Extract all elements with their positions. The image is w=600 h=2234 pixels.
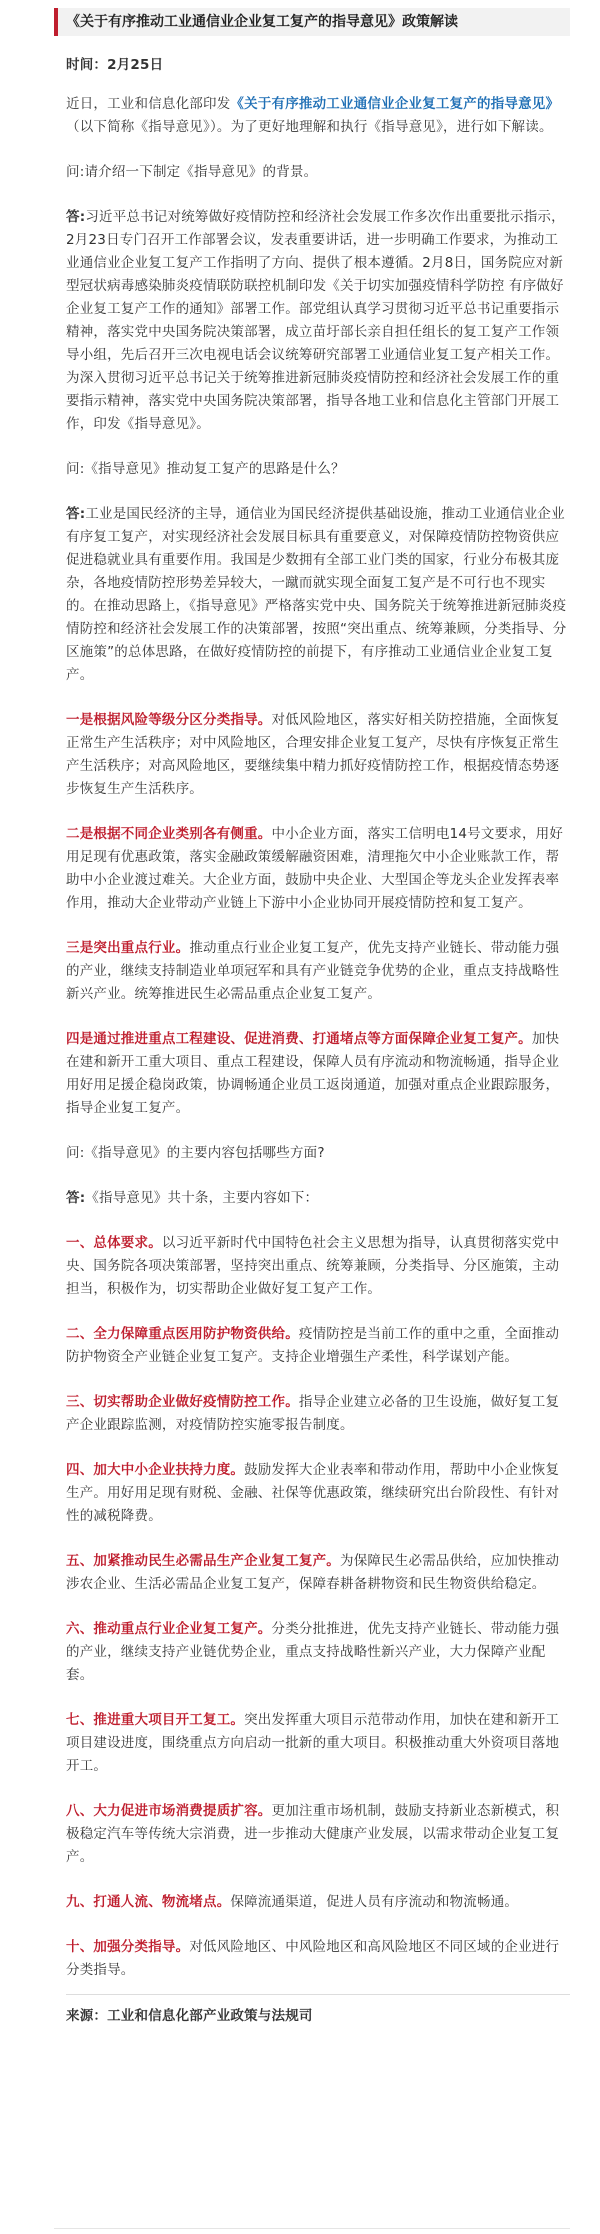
item-text: 指导企业建立必备的卫生设施，做好复工复产企业跟踪监测，对疫情防控实施零报告制度。 bbox=[66, 1394, 560, 1433]
item-1 bbox=[66, 1232, 570, 1301]
point-text: 加快在建和新开工重大项目、重点工程建设，保障人员有序流动和物流畅通，指导企业用好用足援企稳岗政策，协调畅通企业员工返岗通道，加强对重点企业跟踪服务，指导企业复工复产。 bbox=[66, 1031, 560, 1116]
item-text: 疫情防控是当前工作的重中之重，全面推动防护物资全产业链企业复工复产。支持企业增强生产柔性，科学谋划产能。 bbox=[66, 1326, 560, 1365]
item-text: 分类分批推进，优先支持产业链长、带动能力强的产业，继续支持产业链优势企业，重点支持战略性新兴产业，大力保障产业配套。 bbox=[66, 1621, 560, 1683]
item-6 bbox=[66, 1618, 570, 1687]
intro-suffix: （以下简称《指导意见》）。为了更好地理解和执行《指导意见》，进行如下解读。 bbox=[66, 119, 553, 135]
question-2: 问:《指导意见》推动复工复产的思路是什么？ bbox=[66, 461, 345, 477]
item-text: 为保障民生必需品供给，应加快推动涉农企业、生活必需品企业复工复产，保障春耕备耕物资和民生物资供给稳定。 bbox=[66, 1553, 560, 1592]
answer-label: 答: bbox=[66, 209, 86, 225]
item-heading: 九、打通人流、物流堵点。 bbox=[66, 1894, 231, 1910]
item-3 bbox=[66, 1391, 570, 1437]
answer-3 bbox=[66, 1187, 570, 1210]
item-text: 鼓励发挥大企业表率和带动作用，帮助中小企业恢复生产。用好用足现有财税、金融、社保等优惠政策，继续研究出台阶段性、有针对性的减税降费。 bbox=[66, 1462, 560, 1524]
item-heading: 三、切实帮助企业做好疫情防控工作。 bbox=[66, 1394, 299, 1410]
answer-label: 答: bbox=[66, 1190, 86, 1206]
point-text: 对低风险地区，落实好相关防控措施，全面恢复正常生产生活秩序；对中风险地区，合理安排企业复工复产，尽快有序恢复正常生产生活秩序；对高风险地区，要继续集中精力抓好疫情防控工作，根据疫情态势逐步恢复生产生活秩序。 bbox=[66, 712, 560, 797]
point-text: 中小企业方面，落实工信明电14号文要求，用好用足现有优惠政策，落实金融政策缓解融资困难，清理拖欠中小企业账款工作，帮助中小企业渡过难关。大企业方面，鼓励中央企业、大型国企等龙头企业发挥表率作用，推动大企业带动产业链上下游中小企业协同开展疫情防控和复工复产。 bbox=[66, 826, 564, 911]
answer-3-text: 《指导意见》共十条，主要内容如下： bbox=[85, 1190, 319, 1206]
question-3: 问:《指导意见》的主要内容包括哪些方面? bbox=[66, 1145, 325, 1161]
item-8 bbox=[66, 1800, 570, 1869]
answer-1 bbox=[66, 206, 570, 436]
point-2 bbox=[66, 823, 570, 915]
answer-1-text: 习近平总书记对统筹做好疫情防控和经济社会发展工作多次作出重要批示指示，2月23日专门召开工作部署会议，发表重要讲话，进一步明确工作要求，为推动工业通信业企业复工复产工作指明了方向、提供了根本遵循。2月8日，国务院应对新型冠状病毒感染肺炎疫情联防联控机制印发《关于切实加强疫情科学防控 有序做好企业复工复产工作的通知》部署工作。部党组认真学习贯彻习近平总书记重要指示精神，落实党中央国务院决策部署，成立苗圩部长亲自担任组长的复工复产工作领导小组，先后召开三次电视电话会议统筹研究部署工业通信业复工复产相关工作。为深入贯彻习近平总书记关于统筹推进新冠肺炎疫情防控和经济社会发展工作的重要指示精神，落实党中央国务院决策部署，指导各地工业和信息化主管部门开展工作，印发《指导意见》。 bbox=[66, 209, 565, 432]
point-heading: 四是通过推进重点工程建设、促进消费、打通堵点等方面保障企业复工复产。 bbox=[66, 1031, 532, 1047]
article-body bbox=[66, 54, 570, 2028]
item-5 bbox=[66, 1550, 570, 1596]
item-heading: 四、加大中小企业扶持力度。 bbox=[66, 1462, 245, 1478]
item-text: 更加注重市场机制，鼓励支持新业态新模式，积极稳定汽车等传统大宗消费，进一步推动大健康产业发展，以需求带动企业复工复产。 bbox=[66, 1803, 560, 1865]
item-heading: 七、推进重大项目开工复工。 bbox=[66, 1712, 245, 1728]
point-heading: 三是突出重点行业。 bbox=[66, 940, 190, 956]
point-4 bbox=[66, 1028, 570, 1120]
answer-2-text: 工业是国民经济的主导，通信业为国民经济提供基础设施，推动工业通信业企业有序复工复产，对实现经济社会发展目标具有重要意义，对保障疫情防控物资供应促进稳就业具有重要作用。我国是少数拥有全部工业门类的国家，行业分布极其庞杂，各地疫情防控形势差异较大，一蹴而就实现全面复工复产是不可行也不现实的。在推动思路上，《指导意见》严格落实党中央、国务院关于统筹推进新冠肺炎疫情防控和经济社会发展工作的决策部署，按照“突出重点、统筹兼顾，分类指导、分区施策”的总体思路，在做好疫情防控的前提下，有序推动工业通信业企业复工复产。 bbox=[66, 506, 567, 683]
bottom-divider bbox=[54, 2228, 570, 2229]
item-7 bbox=[66, 1709, 570, 1778]
item-10 bbox=[66, 1936, 570, 1982]
point-heading: 二是根据不同企业类别各有侧重。 bbox=[66, 826, 272, 842]
question-1: 问:请介绍一下制定《指导意见》的背景。 bbox=[66, 164, 318, 180]
item-9 bbox=[66, 1891, 570, 1914]
policy-document-link[interactable]: 《关于有序推动工业通信业企业复工复产的指导意见》 bbox=[230, 96, 560, 112]
item-heading: 六、推动重点行业企业复工复产。 bbox=[66, 1621, 272, 1637]
item-2 bbox=[66, 1323, 570, 1369]
item-heading: 二、全力保障重点医用防护物资供给。 bbox=[66, 1326, 299, 1342]
intro-prefix: 近日，工业和信息化部印发 bbox=[66, 96, 231, 112]
point-text: 推动重点行业企业复工复产，优先支持产业链长、带动能力强的产业，继续支持制造业单项冠军和具有产业链竞争优势的企业，重点支持战略性新兴产业。统筹推进民生必需品重点企业复工复产。 bbox=[66, 940, 560, 1002]
time-value: 2月25日 bbox=[107, 57, 164, 73]
article-title: 《关于有序推动工业通信业企业复工复产的指导意见》政策解读 bbox=[54, 8, 570, 36]
item-text: 突出发挥重大项目示范带动作用，加快在建和新开工项目建设进度，围绕重点方向启动一批新的重大项目。积极推动重大外资项目落地开工。 bbox=[66, 1712, 560, 1774]
item-heading: 五、加紧推动民生必需品生产企业复工复产。 bbox=[66, 1553, 340, 1569]
publish-time bbox=[66, 54, 570, 77]
item-text: 对低风险地区、中风险地区和高风险地区不同区域的企业进行分类指导。 bbox=[66, 1939, 560, 1978]
item-heading: 八、大力促进市场消费提质扩容。 bbox=[66, 1803, 272, 1819]
point-heading: 一是根据风险等级分区分类指导。 bbox=[66, 712, 272, 728]
item-text: 保障流通渠道，促进人员有序流动和物流畅通。 bbox=[230, 1894, 519, 1910]
source-line: 来源：工业和信息化部产业政策与法规司 bbox=[66, 1994, 570, 2028]
point-3 bbox=[66, 937, 570, 1006]
intro-paragraph bbox=[66, 93, 570, 139]
point-1 bbox=[66, 709, 570, 801]
answer-label: 答: bbox=[66, 506, 86, 522]
item-4 bbox=[66, 1459, 570, 1528]
time-label: 时间： bbox=[66, 57, 108, 73]
answer-2 bbox=[66, 503, 570, 687]
item-heading: 一、总体要求。 bbox=[66, 1235, 162, 1251]
item-text: 以习近平新时代中国特色社会主义思想为指导，认真贯彻落实党中央、国务院各项决策部署，坚持突出重点、统筹兼顾，分类指导、分区施策，主动担当，积极作为，切实帮助企业做好复工复产工作。 bbox=[66, 1235, 560, 1297]
item-heading: 十、加强分类指导。 bbox=[66, 1939, 190, 1955]
